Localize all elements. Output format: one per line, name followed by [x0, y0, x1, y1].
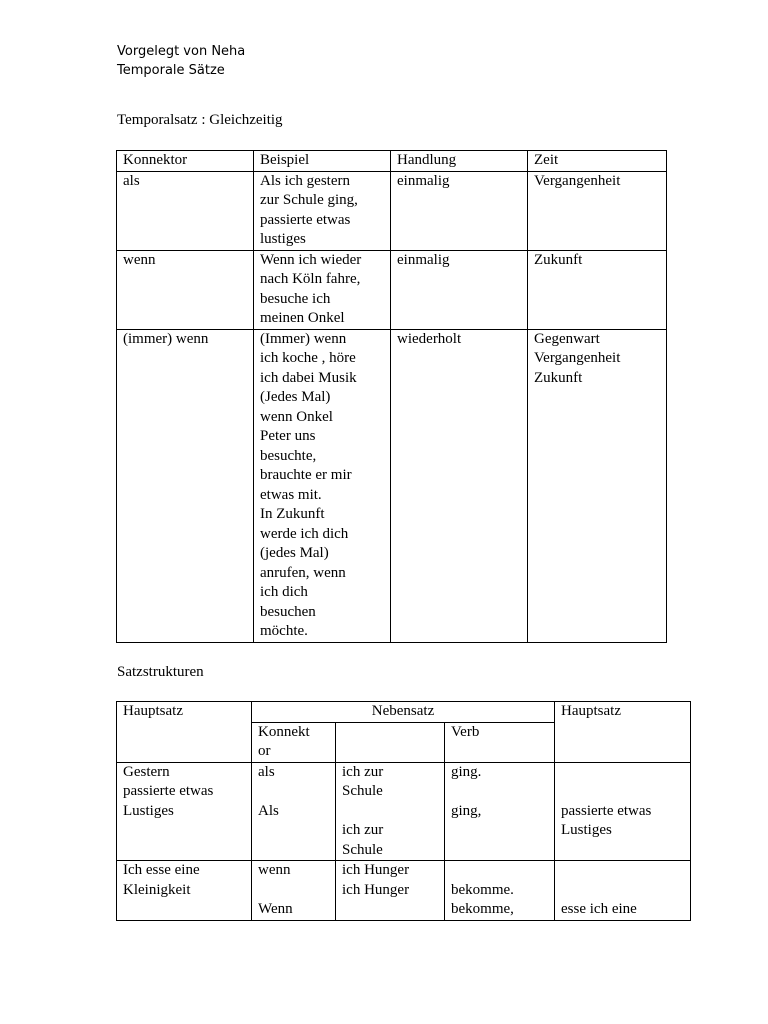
header-handlung: Handlung	[391, 151, 528, 172]
cell-konnektor: wenn	[117, 250, 254, 329]
subheader-verb: Verb	[445, 722, 555, 762]
cell-nebensatz: ich zur Schule ich zur Schule	[336, 762, 445, 861]
header-zeit: Zeit	[528, 151, 667, 172]
header-nebensatz: Nebensatz	[252, 702, 555, 723]
cell-verb: bekomme. bekomme,	[445, 861, 555, 921]
cell-konnektor: (immer) wenn	[117, 329, 254, 642]
cell-beispiel: Als ich gestern zur Schule ging, passierte etwas lustiges	[254, 171, 391, 250]
cell-verb: ging. ging,	[445, 762, 555, 861]
topic-line: Temporale Sätze	[117, 63, 225, 78]
table-row	[117, 861, 691, 921]
satzstrukturen-table	[116, 701, 691, 921]
header-hauptsatz-left: Hauptsatz	[117, 702, 252, 763]
temporalsatz-table	[116, 150, 667, 643]
author-line: Vorgelegt von Neha	[117, 44, 246, 59]
cell-hauptsatz-right: esse ich eine	[555, 861, 691, 921]
section-subtitle: Satzstrukturen	[117, 664, 204, 680]
cell-nebensatz: ich Hunger ich Hunger	[336, 861, 445, 921]
subheader-konnektor: Konnekt or	[252, 722, 336, 762]
subheader-middle	[336, 722, 445, 762]
cell-handlung: wiederholt	[391, 329, 528, 642]
cell-hauptsatz: Gestern passierte etwas Lustiges	[117, 762, 252, 861]
cell-zeit: Vergangenheit	[528, 171, 667, 250]
header-hauptsatz-right: Hauptsatz	[555, 702, 691, 763]
document-header	[117, 42, 245, 80]
cell-beispiel: Wenn ich wieder nach Köln fahre, besuche ich meinen Onkel	[254, 250, 391, 329]
cell-handlung: einmalig	[391, 250, 528, 329]
cell-handlung: einmalig	[391, 171, 528, 250]
cell-zeit: Zukunft	[528, 250, 667, 329]
cell-beispiel: (Immer) wenn ich koche , höre ich dabei Musik (Jedes Mal) wenn Onkel Peter uns besuchte, brauchte er mir etwas mit. In Zukunft werde ich dich (jedes Mal) anrufen, wenn ich dich besuchen möchte.	[254, 329, 391, 642]
cell-konnektor: als	[117, 171, 254, 250]
table-row	[117, 329, 667, 642]
cell-hauptsatz: Ich esse eine Kleinigkeit	[117, 861, 252, 921]
cell-konnektor: als Als	[252, 762, 336, 861]
header-konnektor: Konnektor	[117, 151, 254, 172]
table-row	[117, 762, 691, 861]
table-row	[117, 250, 667, 329]
cell-konnektor: wenn Wenn	[252, 861, 336, 921]
cell-hauptsatz-right: passierte etwas Lustiges	[555, 762, 691, 861]
header-beispiel: Beispiel	[254, 151, 391, 172]
table-header-row	[117, 702, 691, 723]
table-row	[117, 171, 667, 250]
table-header-row	[117, 151, 667, 172]
cell-zeit: Gegenwart Vergangenheit Zukunft	[528, 329, 667, 642]
section-title: Temporalsatz : Gleichzeitig	[117, 112, 283, 128]
